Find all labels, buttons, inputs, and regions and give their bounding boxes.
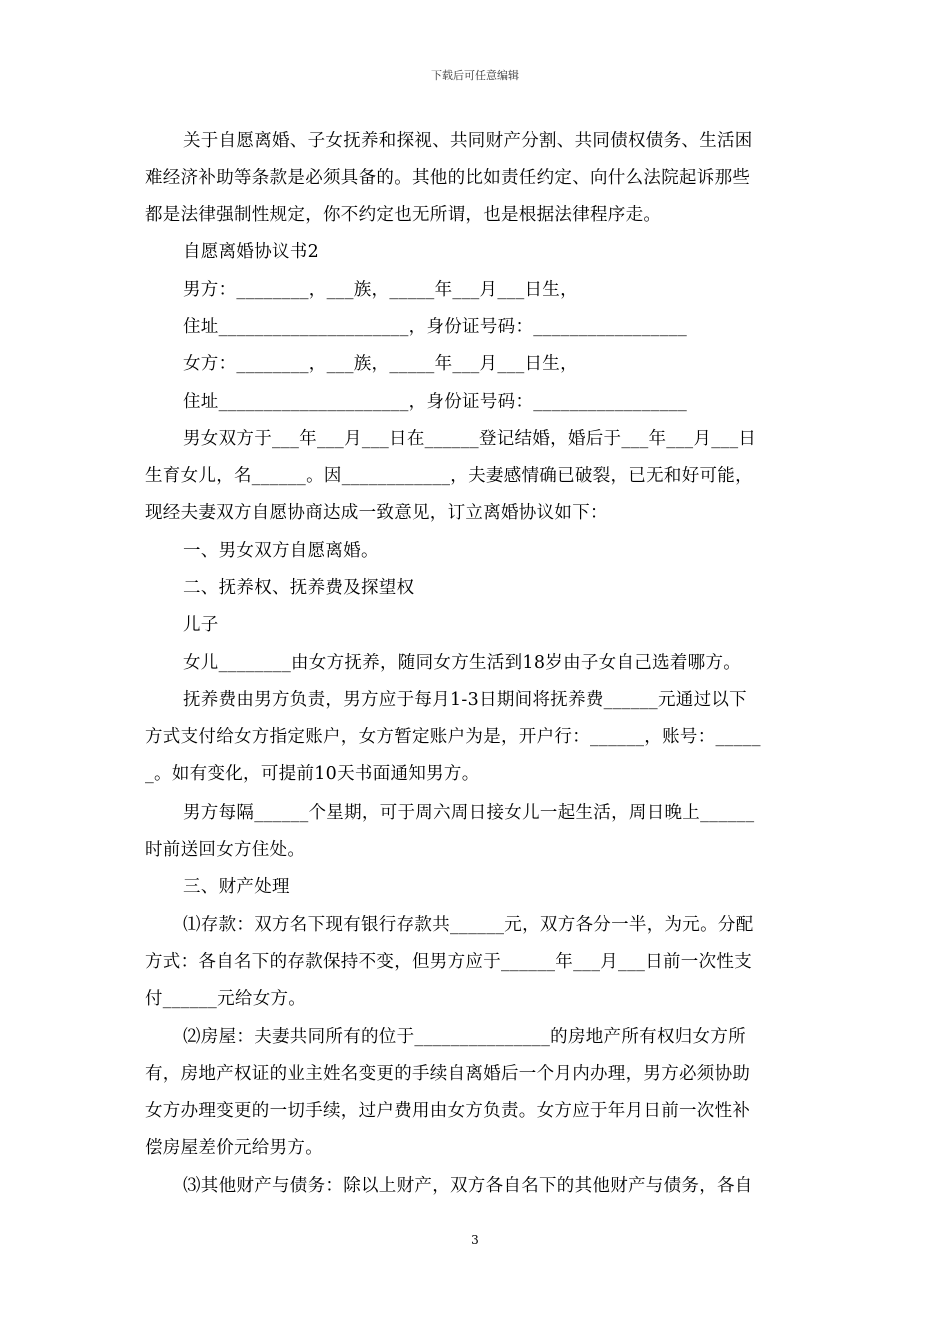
paragraph-line: ⑴存款：双方名下现有银行存款共______元，双方各分一半，为元。分配 [183, 915, 754, 935]
paragraph-line: 一、男女双方自愿离婚。 [183, 541, 379, 561]
paragraph-line: 现经夫妻双方自愿协商达成一致意见，订立离婚协议如下： [145, 503, 608, 523]
paragraph-line: 住址_____________________，身份证号码：_________________ [183, 317, 688, 337]
paragraph-line: 时前送回女方住处。 [145, 840, 306, 860]
paragraph-line: ⑶其他财产与债务：除以上财产，双方各自名下的其他财产与债务，各自 [183, 1176, 753, 1196]
paragraph-line: 男方每隔______个星期，可于周六周日接女儿一起生活，周日晚上______ [183, 803, 755, 823]
paragraph-line: 偿房屋差价元给男方。 [145, 1138, 323, 1158]
paragraph-line: 女方办理变更的一切手续，过户费用由女方负责。女方应于年月日前一次性补 [145, 1101, 751, 1121]
paragraph-line: 自愿离婚协议书2 [183, 242, 320, 262]
paragraph-line: 关于自愿离婚、子女抚养和探视、共同财产分割、共同债权债务、生活困 [183, 131, 753, 151]
paragraph-line: ⑵房屋：夫妻共同所有的位于_______________的房地产所有权归女方所 [183, 1027, 746, 1047]
paragraph-line: 抚养费由男方负责，男方应于每月1-3日期间将抚养费______元通过以下 [183, 690, 747, 710]
paragraph-line: 男女双方于___年___月___日在______登记结婚，婚后于___年___月___日 [183, 429, 757, 449]
paragraph-line: 儿子 [183, 615, 219, 635]
paragraph-line: 女儿________由女方抚养，随同女方生活到18岁由子女自己选着哪方。 [183, 653, 742, 673]
paragraph-line: 难经济补助等条款是必须具备的。其他的比如责任约定、向什么法院起诉那些 [145, 168, 751, 188]
paragraph-line: 生育女儿，名______。因____________，夫妻感情确已破裂，已无和好可能， [145, 466, 753, 486]
paragraph-line: 方式支付给女方指定账户，女方暂定账户为是，开户行：______，账号：_____ [145, 727, 761, 747]
paragraph-line: 女方：________，___族，_____年___月___日生， [183, 354, 578, 374]
page-header: 下载后可任意编辑 [431, 69, 519, 82]
paragraph-line: 住址_____________________，身份证号码：_________________ [183, 392, 688, 412]
paragraph-line: _。如有变化，可提前10天书面通知男方。 [145, 764, 480, 784]
paragraph-line: 二、抚养权、抚养费及探望权 [183, 578, 415, 598]
paragraph-line: 有，房地产权证的业主姓名变更的手续自离婚后一个月内办理，男方必须协助 [145, 1064, 751, 1084]
paragraph-line: 付______元给女方。 [145, 989, 307, 1009]
page-number: 3 [471, 1233, 479, 1247]
paragraph-line: 方式：各自名下的存款保持不变，但男方应于______年___月___日前一次性支 [145, 952, 752, 972]
paragraph-line: 男方：________，___族，_____年___月___日生， [183, 280, 578, 300]
paragraph-line: 都是法律强制性规定，你不约定也无所谓，也是根据法律程序走。 [145, 205, 662, 225]
paragraph-line: 三、财产处理 [183, 877, 290, 897]
